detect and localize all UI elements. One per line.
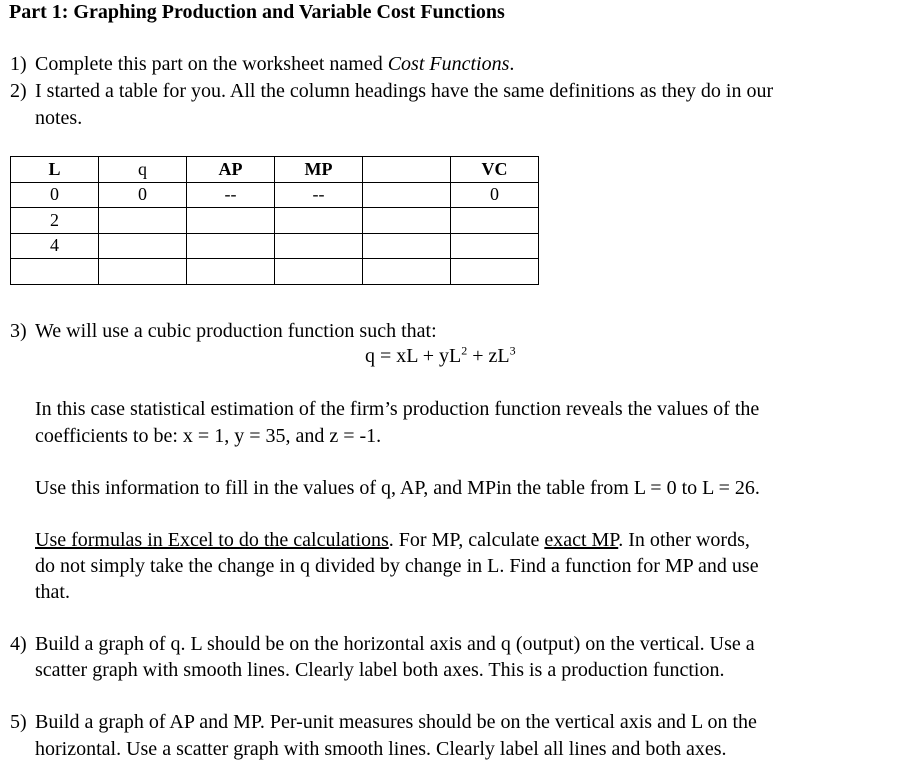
item-4-line-2: scatter graph with smooth lines. Clearly label both axes. This is a production function. — [35, 659, 725, 681]
item-1-number: 1) — [10, 53, 27, 75]
table-cell — [451, 208, 539, 234]
item-5-line-2: horizontal. Use a scatter graph with smooth lines. Clearly label all lines and both axes. — [35, 738, 727, 760]
page-title: Part 1: Graphing Production and Variable Cost Functions — [9, 1, 505, 23]
table-header-row — [11, 157, 539, 183]
table-cell — [99, 233, 187, 259]
item-2-line-1: I started a table for you. All the column headings have the same definitions as they do in our — [35, 80, 774, 102]
table-cell — [275, 259, 363, 285]
table-row — [11, 182, 539, 208]
table-cell — [187, 208, 275, 234]
fill-table-instruction: Use this information to fill in the values of q, AP, and MPin the table from L = 0 to L = 26. — [35, 477, 760, 499]
item-1-text: Complete this part on the worksheet named Cost Functions. — [35, 53, 515, 75]
worksheet-name: Cost Functions — [387, 53, 510, 75]
table-cell — [451, 233, 539, 259]
data-table — [10, 156, 539, 285]
coefficients-line-1: In this case statistical estimation of the firm’s production function reveals the values of the — [35, 398, 760, 420]
table-cell — [187, 259, 275, 285]
item-2-number: 2) — [10, 80, 27, 102]
table-row — [11, 208, 539, 234]
excel-instruction-line-1: Use formulas in Excel to do the calculations. For MP, calculate exact MP. In other words, — [35, 529, 750, 551]
header-L: L — [11, 157, 99, 183]
table-cell: 0 — [11, 182, 99, 208]
header-MP: MP — [275, 157, 363, 183]
table-cell: 0 — [99, 182, 187, 208]
table-cell: 0 — [451, 182, 539, 208]
table-cell — [99, 208, 187, 234]
item-3-number: 3) — [10, 320, 27, 342]
table-cell — [275, 208, 363, 234]
header-blank — [363, 157, 451, 183]
coefficients-line-2: coefficients to be: x = 1, y = 35, and z = -1. — [35, 425, 382, 447]
table-row — [11, 259, 539, 285]
table-cell: 2 — [11, 208, 99, 234]
table-cell: 4 — [11, 233, 99, 259]
header-VC: VC — [451, 157, 539, 183]
excel-instruction-line-3: that. — [35, 581, 70, 603]
excel-instruction-line-2: do not simply take the change in q divided by change in L. Find a function for MP and use — [35, 555, 759, 577]
table-cell — [363, 259, 451, 285]
table-row — [11, 233, 539, 259]
item-3-text: We will use a cubic production function such that: — [35, 320, 437, 342]
table-cell — [11, 259, 99, 285]
table-cell — [451, 259, 539, 285]
table-cell — [187, 233, 275, 259]
item-5-number: 5) — [10, 711, 27, 733]
table-cell: -- — [187, 182, 275, 208]
table-cell — [363, 182, 451, 208]
item-4-number: 4) — [10, 633, 27, 655]
table-cell — [363, 208, 451, 234]
item-4-line-1: Build a graph of q. L should be on the horizontal axis and q (output) on the vertical. Use a — [35, 633, 755, 655]
production-function-formula: q = xL + $yL^2 + zL^3$ — [365, 343, 516, 367]
table-cell: -- — [275, 182, 363, 208]
table-cell — [275, 233, 363, 259]
item-2-line-2: notes. — [35, 107, 83, 129]
header-q: q — [99, 157, 187, 183]
table-cell — [99, 259, 187, 285]
item-5-line-1: Build a graph of AP and MP. Per-unit measures should be on the vertical axis and L on the — [35, 711, 757, 733]
table-cell — [363, 233, 451, 259]
header-AP: AP — [187, 157, 275, 183]
